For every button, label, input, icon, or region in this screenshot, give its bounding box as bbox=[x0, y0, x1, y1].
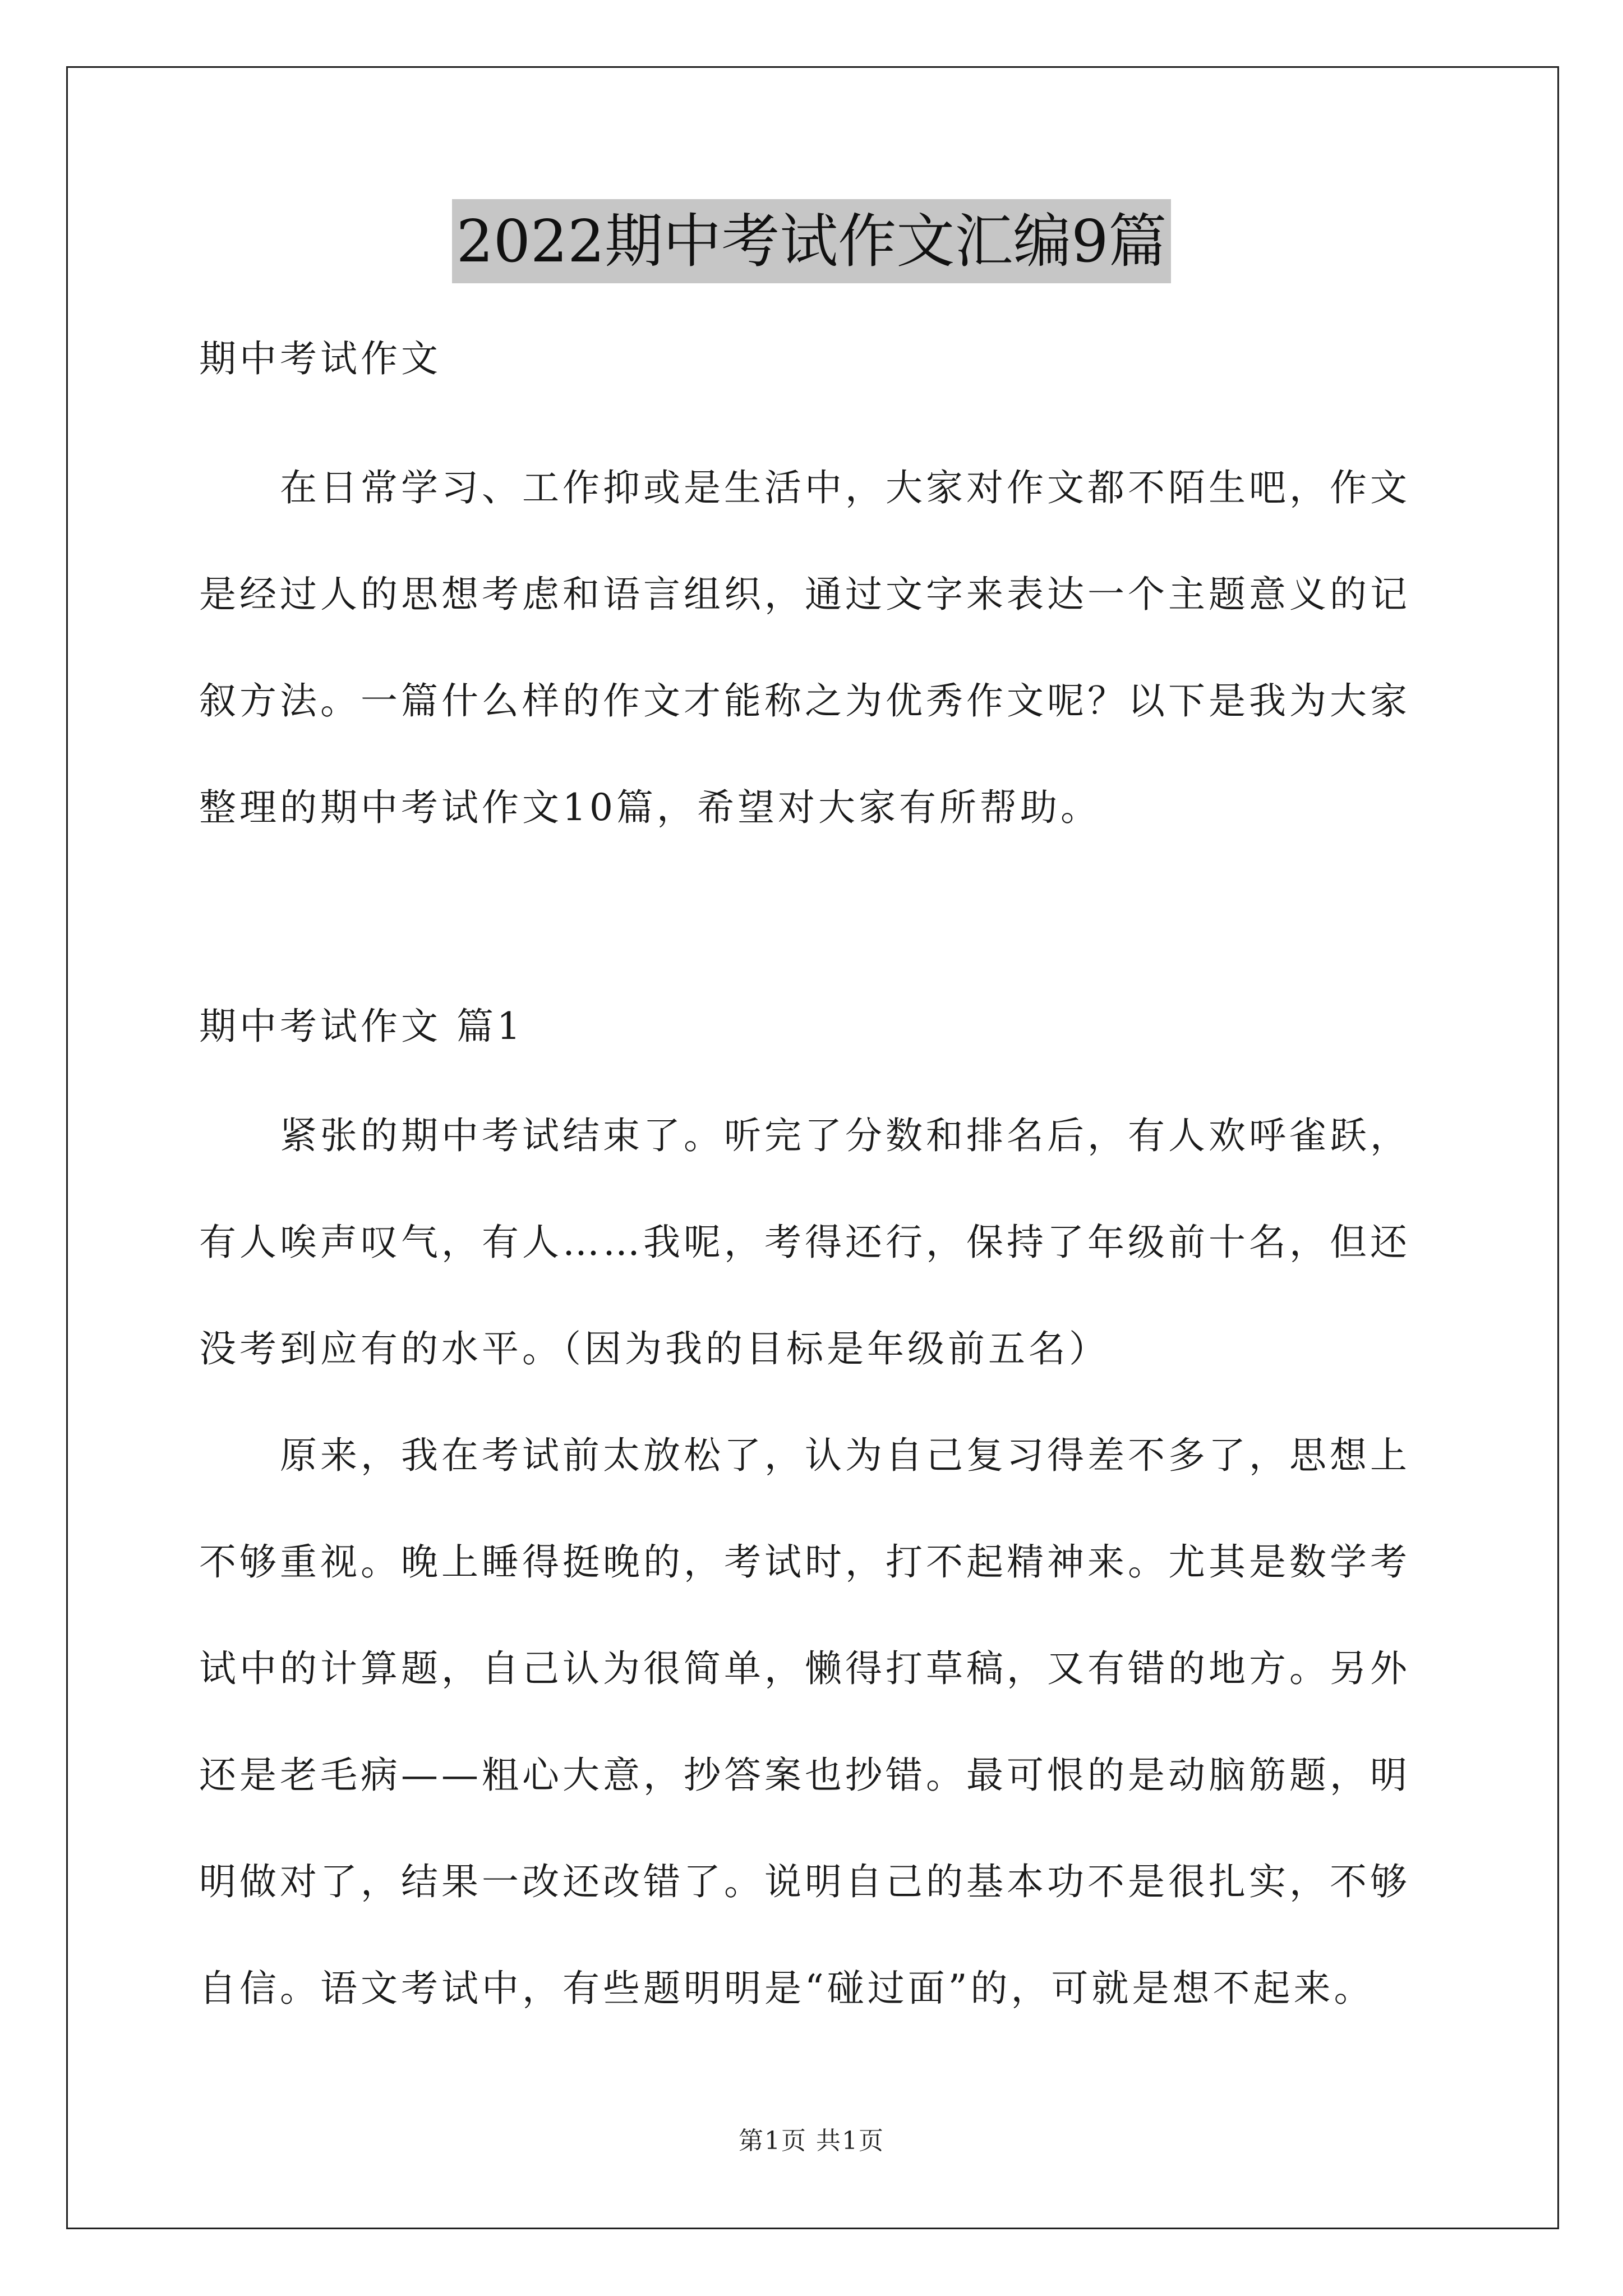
page-number-footer: 第1页 共1页 bbox=[739, 2127, 884, 2155]
document-title: 2022期中考试作文汇编9篇 bbox=[452, 199, 1172, 283]
title-container bbox=[0, 199, 1623, 283]
paragraph-line: 是经过人的思想考虑和语言组织，通过文字来表达一个主题意义的记 bbox=[199, 573, 1410, 616]
paragraph-line: 还是老毛病——粗心大意，抄答案也抄错。最可恨的是动脑筋题，明 bbox=[199, 1754, 1410, 1797]
paragraph-line: 明做对了，结果一改还改错了。说明自己的基本功不是很扎实，不够 bbox=[199, 1860, 1410, 1903]
paragraph-line: 整理的期中考试作文10篇，希望对大家有所帮助。 bbox=[199, 786, 1101, 829]
paragraph-line: 原来，我在考试前太放松了，认为自己复习得差不多了，思想上 bbox=[280, 1434, 1410, 1477]
section-paragraph bbox=[199, 1422, 1430, 2062]
paragraph-line: 试中的计算题，自己认为很简单，懒得打草稿，又有错的地方。另外 bbox=[199, 1647, 1410, 1690]
paragraph-line: 没考到应有的水平。（因为我的目标是年级前五名） bbox=[199, 1327, 1109, 1370]
paragraph-line: 叙方法。一篇什么样的作文才能称之为优秀作文呢？以下是我为大家 bbox=[199, 679, 1410, 723]
intro-paragraph bbox=[199, 454, 1430, 881]
paragraph-line: 有人唉声叹气，有人……我呢，考得还行，保持了年级前十名，但还 bbox=[199, 1221, 1410, 1264]
section-paragraph bbox=[199, 1102, 1430, 1422]
paragraph-line: 在日常学习、工作抑或是生活中，大家对作文都不陌生吧，作文 bbox=[280, 466, 1410, 509]
paragraph-line: 不够重视。晚上睡得挺晚的，考试时，打不起精神来。尤其是数学考 bbox=[199, 1540, 1410, 1584]
paragraph-line: 紧张的期中考试结束了。听完了分数和排名后，有人欢呼雀跃， bbox=[280, 1114, 1410, 1157]
paragraph-line: 自信。语文考试中，有些题明明是“碰过面”的，可就是想不起来。 bbox=[199, 1967, 1375, 2010]
section-heading: 期中考试作文 篇1 bbox=[199, 1005, 524, 1048]
intro-heading: 期中考试作文 bbox=[199, 337, 441, 380]
